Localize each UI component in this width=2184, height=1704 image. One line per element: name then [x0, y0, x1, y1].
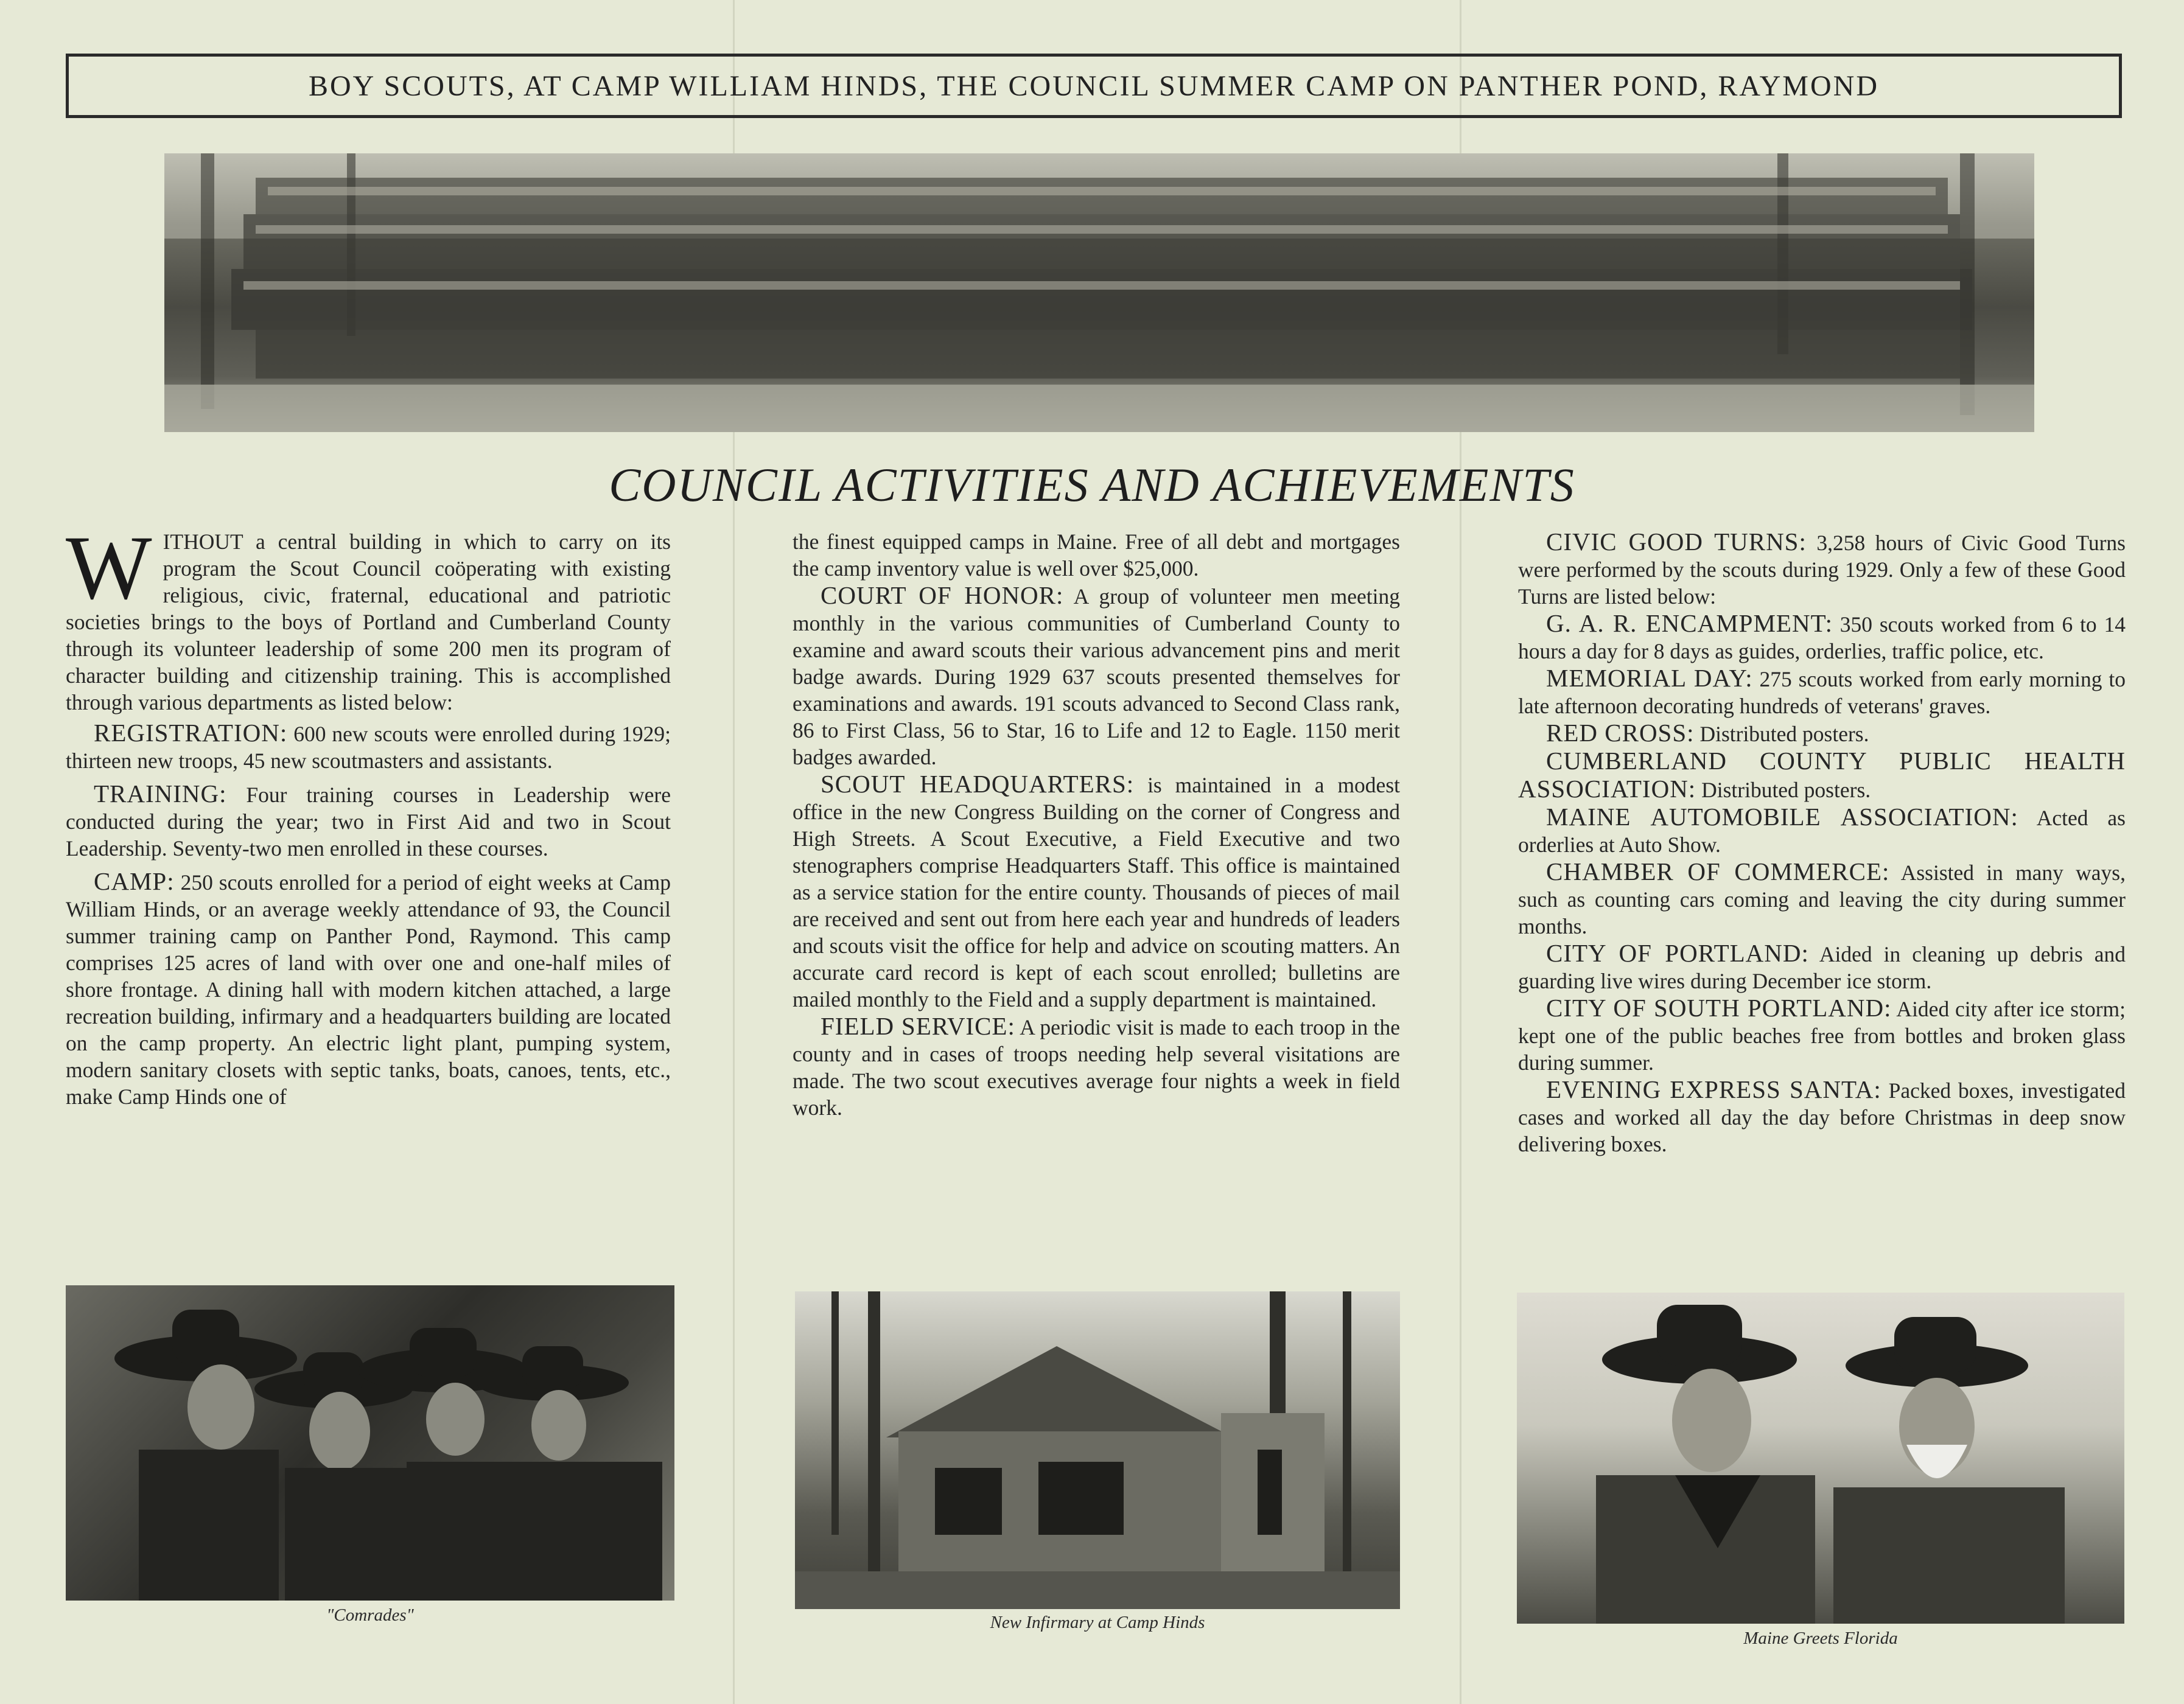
health-heading: CUMBERLAND COUNTY PUBLIC HEALTH ASSOCIATION:: [1518, 747, 2126, 803]
camp-heading: CAMP:: [94, 867, 175, 895]
auto-text: Acted as orderlies at Auto Show.: [1518, 806, 2126, 857]
field-heading: FIELD SERVICE:: [821, 1012, 1015, 1040]
camp-continued: the finest equipped camps in Maine. Free of all debt and mortgages the camp inventory value is well over $25,000.: [793, 529, 1400, 581]
chamber-text: Assisted in many ways, such as counting cars coming and leaving the city during summer months.: [1518, 861, 2126, 938]
intro-paragraph: [66, 517, 671, 716]
column-right: [1518, 528, 2126, 1158]
headline: COUNCIL ACTIVITIES AND ACHIEVEMENTS: [609, 458, 1575, 511]
registration-heading: REGISTRATION:: [94, 719, 288, 747]
santa-heading: EVENING EXPRESS SANTA:: [1546, 1075, 1881, 1103]
court-paragraph: [793, 582, 1400, 770]
caption-maine-greets-florida: Maine Greets Florida: [1743, 1629, 1898, 1648]
column-left: [66, 517, 671, 1110]
memorial-paragraph: [1518, 665, 2126, 719]
santa-paragraph: [1518, 1076, 2126, 1158]
south-portland-text: Aided city after ice storm; kept one of the public beaches free from bottles and broken glass during summer.: [1518, 997, 2126, 1075]
column-middle: [793, 528, 1400, 1121]
drop-cap: W: [66, 517, 152, 618]
gar-text: 350 scouts worked from 6 to 14 hours a day for 8 days as guides, orderlies, traffic police, etc.: [1518, 612, 2126, 663]
redcross-paragraph: [1518, 719, 2126, 747]
gar-paragraph: [1518, 610, 2126, 665]
hq-heading: SCOUT HEADQUARTERS:: [821, 770, 1135, 798]
south-portland-heading: CITY OF SOUTH PORTLAND:: [1546, 994, 1892, 1022]
caption-infirmary: New Infirmary at Camp Hinds: [990, 1613, 1205, 1632]
auto-paragraph: [1518, 803, 2126, 858]
group-photo-scouts: [164, 153, 2034, 432]
portland-text: Aided in cleaning up debris and guarding live wires during December ice storm.: [1518, 942, 2126, 993]
hq-paragraph: [793, 770, 1400, 1013]
court-heading: COURT OF HONOR:: [821, 581, 1064, 609]
memorial-text: 275 scouts worked from early morning to late afternoon decorating hundreds of veterans' graves.: [1518, 667, 2126, 718]
training-heading: TRAINING:: [94, 780, 227, 808]
field-paragraph: [793, 1013, 1400, 1121]
training-paragraph: [66, 780, 671, 862]
camp-text: 250 scouts enrolled for a period of eight weeks at Camp William Hinds, or an average weekly attendance of 93, the Council summer training camp on Panther Pond, Raymond. This camp comprises 125 acres of land with over one and one-half miles of shore frontage. A dining hall with modern kitchen attached, a large recreation building, infirmary and a headquarters building are located on the camp property. An electric light plant, pumping system, modern sanitary closets with septic tanks, boats, canoes, tents, etc., make Camp Hinds one of: [66, 870, 671, 1109]
health-paragraph: [1518, 747, 2126, 803]
intro-text: ITHOUT a central building in which to carry on its program the Scout Council coöperating with existing religious, civic, fraternal, educational and patriotic societies brings to the boys of Portland and Cumberland County through its volunteer leadership of some 200 men its program of character building and citizenship training. This is accomplished through various departments as listed below:: [66, 529, 671, 714]
caption-comrades: "Comrades": [326, 1605, 414, 1625]
civic-text: 3,258 hours of Civic Good Turns were performed by the scouts during 1929. Only a few of these Good Turns are listed below:: [1518, 531, 2126, 609]
hq-text: is maintained in a modest office in the new Congress Building on the corner of Congress and High Streets. A Scout Executive, a Field Executive and two stenographers comprise Headquarters Staff. This office is maintained as a service station for the entire county. Thousands of pieces of mail are received and sent out from here each year and hundreds of leaders and scouts visit the office for help and advice on scouting matters. An accurate card record is kept of each scout enrolled; bulletins are mailed monthly to the Field and a supply department is maintained.: [793, 773, 1400, 1011]
photo-infirmary: [795, 1291, 1400, 1609]
santa-text: Packed boxes, investigated cases and worked all day the day before Christmas in deep snow delivering boxes.: [1518, 1078, 2126, 1156]
photo-comrades: [66, 1285, 674, 1601]
civic-heading: CIVIC GOOD TURNS:: [1546, 528, 1807, 556]
civic-paragraph: [1518, 528, 2126, 610]
auto-heading: MAINE AUTOMOBILE ASSOCIATION:: [1546, 803, 2018, 831]
portland-heading: CITY OF PORTLAND:: [1546, 939, 1809, 967]
redcross-heading: RED CROSS:: [1546, 719, 1695, 747]
training-text: Four training courses in Leadership were conducted during the year; two in First Aid and two in Scout Leadership. Seventy-two men enrolled in these courses.: [66, 783, 671, 861]
camp-paragraph: [66, 868, 671, 1110]
chamber-paragraph: [1518, 858, 2126, 940]
gar-heading: G. A. R. ENCAMPMENT:: [1546, 609, 1833, 637]
chamber-heading: CHAMBER OF COMMERCE:: [1546, 857, 1890, 885]
registration-text: 600 new scouts were enrolled during 1929; thirteen new troops, 45 new scoutmasters and assistants.: [66, 722, 671, 773]
photo-maine-greets-florida: [1517, 1293, 2124, 1624]
health-text: Distributed posters.: [1696, 778, 1871, 802]
field-text: A periodic visit is made to each troop in the county and in cases of troops needing help several visitations are made. The two scout executives average four nights a week in field work.: [793, 1015, 1400, 1120]
memorial-heading: MEMORIAL DAY:: [1546, 664, 1753, 692]
south-portland-paragraph: [1518, 994, 2126, 1076]
portland-paragraph: [1518, 940, 2126, 994]
redcross-text: Distributed posters.: [1694, 722, 1869, 746]
registration-paragraph: [66, 719, 671, 774]
court-text: A group of volunteer men meeting monthly in the various communities of Cumberland County to examine and award scouts their various advancement pins and merit badge awards. During 1929 637 scouts presented themselves for examinations and awards. 191 scouts advanced to Second Class rank, 86 to First Class, 56 to Star, 16 to Life and 12 to Eagle. 1150 merit badges awarded.: [793, 584, 1400, 769]
banner-title: BOY SCOUTS, AT CAMP WILLIAM HINDS, THE COUNCIL SUMMER CAMP ON PANTHER POND, RAYMOND: [66, 54, 2122, 118]
